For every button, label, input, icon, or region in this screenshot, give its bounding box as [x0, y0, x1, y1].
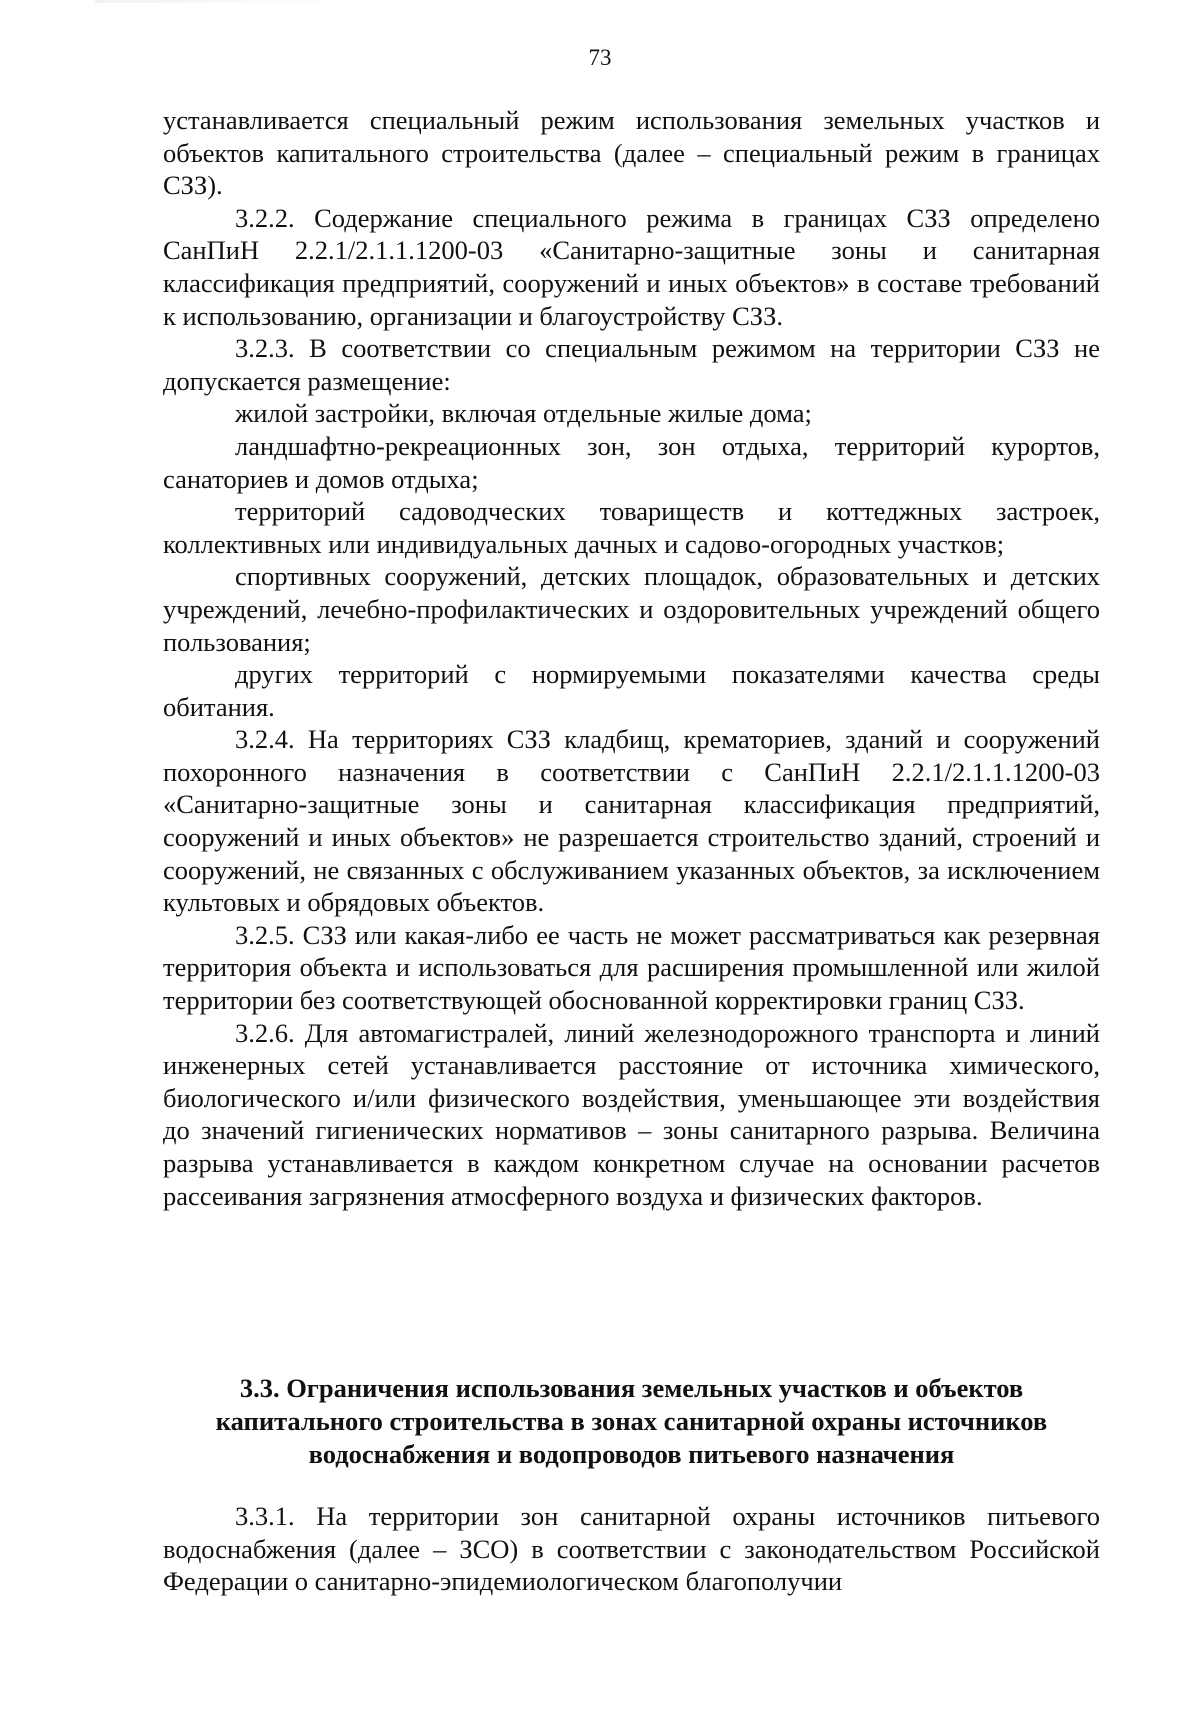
list-item-gardening: территорий садоводческих товариществ и коттеджных застроек, коллективных или индивидуальных дачных и садово-огородных участков;: [163, 496, 1100, 559]
heading-line: водоснабжения и водопроводов питьевого назначения: [308, 1439, 955, 1469]
main-text: [163, 104, 1100, 1212]
section-text: [163, 1500, 1100, 1598]
page-number: 73: [588, 45, 612, 70]
list-item-sports: спортивных сооружений, детских площадок, образовательных и детских учреждений, лечебно-профилактических и оздоровительных учреждений общего пользования;: [163, 561, 1100, 657]
paragraph-3-2-5: 3.2.5. СЗЗ или какая-либо ее часть не может рассматриваться как резервная территория объекта и использоваться для расширения промышленной или жилой территории без соответствующей обоснованной корректировки границ СЗЗ.: [163, 919, 1100, 1016]
section-heading: [163, 1372, 1100, 1471]
paragraph-3-2-2: 3.2.2. Содержание специального режима в границах СЗЗ определено СанПиН 2.2.1/2.1.1.1200-03 «Санитарно-защитные зоны и санитарная классификация предприятий, сооружений и иных объектов» в составе требований к использованию, организации и благоустройству СЗЗ.: [163, 202, 1100, 331]
heading-line: 3.3. Ограничения использования земельных участков и объектов: [239, 1373, 1024, 1403]
list-item-other: других территорий с нормируемыми показателями качества среды обитания.: [163, 659, 1100, 722]
list-item-recreational: ландшафтно-рекреационных зон, зон отдыха, территорий курортов, санаториев и домов отдыха;: [163, 430, 1100, 494]
list-item-residential: жилой застройки, включая отдельные жилые дома;: [235, 398, 812, 429]
scan-artifact: [95, 0, 355, 3]
paragraph-continuation: устанавливается специальный режим использования земельных участков и объектов капитального строительства (далее – специальный режим в границах СЗЗ).: [163, 105, 1100, 201]
paragraph-3-2-3: 3.2.3. В соответствии со специальным режимом на территории СЗЗ не допускается размещение:: [163, 333, 1100, 396]
paragraph-3-2-6: 3.2.6. Для автомагистралей, линий железнодорожного транспорта и линий инженерных сетей устанавливается расстояние от источника химического, биологического и/или физического воздействия, уменьшающее эти воздействия до значений гигиенических нормативов – зоны санитарного разрыва. Величина разрыва устанавливается в каждом конкретном случае на основании расчетов рассеивания загрязнения атмосферного воздуха и физических факторов.: [163, 1017, 1100, 1211]
paragraph-3-3-1: 3.3.1. На территории зон санитарной охраны источников питьевого водоснабжения (далее – ЗСО) в соответствии с законодательством Российской Федерации о санитарно-эпидемиологическом благополучии: [163, 1501, 1100, 1597]
paragraph-3-2-4: 3.2.4. На территориях СЗЗ кладбищ, крематориев, зданий и сооружений похоронного назначения в соответствии с СанПиН 2.2.1/2.1.1.1200-03 «Санитарно-защитные зоны и санитарная классификация предприятий, сооружений и иных объектов» не разрешается строительство зданий, строений и сооружений, не связанных с обслуживанием указанных объектов, за исключением культовых и обрядовых объектов.: [163, 724, 1100, 918]
heading-line: капитального строительства в зонах санитарной охраны источников: [215, 1406, 1048, 1436]
